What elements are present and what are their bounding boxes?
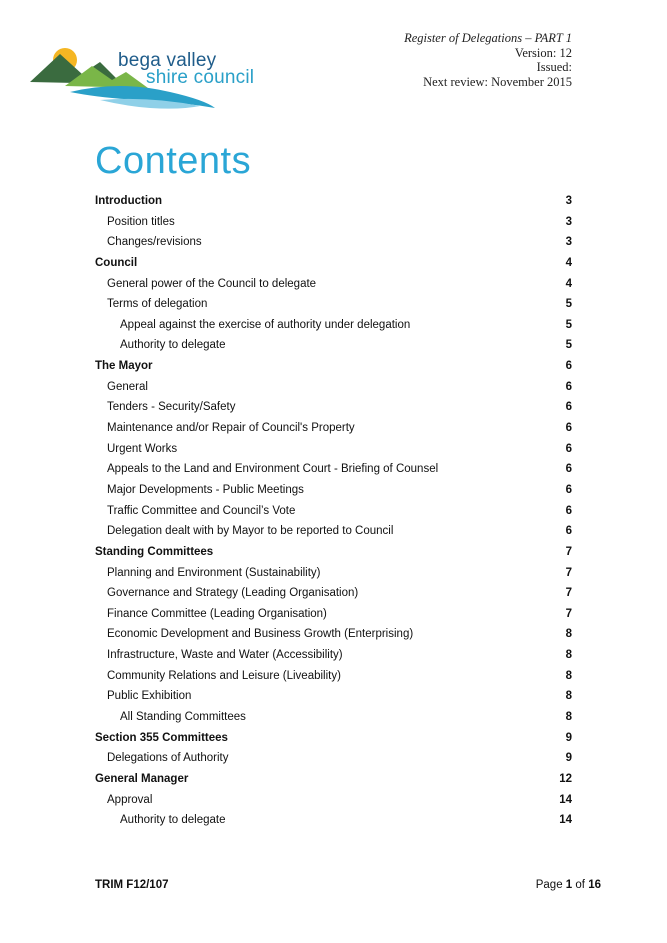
toc-entry[interactable]	[95, 748, 572, 769]
toc-entry-page: 6	[565, 380, 572, 393]
toc-entry[interactable]	[95, 212, 572, 233]
toc-entry-title: Position titles	[107, 215, 175, 228]
toc-entry-title: Infrastructure, Waste and Water (Accessibility)	[107, 649, 343, 662]
doc-version: Version: 12	[514, 45, 572, 60]
toc-entry-page: 3	[565, 236, 572, 249]
toc-entry[interactable]	[95, 232, 572, 253]
toc-entry-page: 6	[565, 525, 572, 538]
toc-entry-title: Approval	[107, 793, 153, 806]
toc-entry[interactable]	[95, 521, 572, 542]
toc-entry-page: 4	[565, 256, 572, 269]
toc-entry-title: Planning and Environment (Sustainability)	[107, 566, 321, 579]
toc-entry-title: The Mayor	[95, 360, 153, 373]
toc-entry-title: Public Exhibition	[107, 690, 192, 703]
toc-entry[interactable]	[95, 604, 572, 625]
toc-entry-page: 3	[565, 195, 572, 207]
toc-entry-title: Introduction	[95, 195, 163, 207]
toc-entry[interactable]	[95, 294, 572, 315]
contents-heading: Contents	[95, 140, 252, 182]
toc-entry-title: Major Developments - Public Meetings	[107, 483, 304, 496]
footer-page-current: 1	[565, 879, 573, 891]
toc-entry-page: 14	[559, 793, 572, 806]
toc-entry[interactable]	[95, 377, 572, 398]
toc-entry-title: Tenders - Security/Safety	[107, 401, 236, 414]
toc-entry-title: Delegations of Authority	[107, 752, 229, 765]
toc-entry-page: 8	[565, 669, 572, 682]
toc-entry-title: All Standing Committees	[120, 711, 246, 724]
toc-entry[interactable]	[95, 274, 572, 295]
toc-entry-page: 4	[565, 277, 572, 290]
toc-entry-title: Authority to delegate	[120, 814, 226, 827]
toc-entry-title: Appeals to the Land and Environment Court - Briefing of Counsel	[107, 463, 439, 476]
document-header	[404, 31, 572, 89]
toc-entry-title: Urgent Works	[107, 442, 178, 455]
toc-entry[interactable]	[95, 810, 572, 831]
toc-entry-page: 5	[565, 339, 572, 352]
toc-entry[interactable]	[95, 335, 572, 356]
toc-entry[interactable]	[95, 315, 572, 336]
footer-page-total: 16	[588, 879, 601, 891]
toc-entry[interactable]	[95, 439, 572, 460]
toc-entry[interactable]	[95, 769, 572, 790]
toc-entry-title: Authority to delegate	[120, 339, 226, 352]
toc-entry-page: 6	[565, 442, 572, 455]
toc-entry-page: 8	[565, 628, 572, 641]
toc-entry[interactable]	[95, 728, 572, 749]
toc-entry-title: General power of the Council to delegate	[107, 277, 317, 290]
doc-issued: Issued:	[536, 60, 572, 74]
toc-entry[interactable]	[95, 253, 572, 274]
toc-entry[interactable]	[95, 790, 572, 811]
toc-entry-title: Appeal against the exercise of authority under delegation	[120, 318, 411, 331]
logo-line-1: bega valley	[118, 50, 217, 71]
toc-entry-page: 6	[565, 483, 572, 496]
toc-entry-page: 5	[565, 318, 572, 331]
toc-entry-title: Traffic Committee and Council’s Vote	[107, 504, 296, 517]
toc-entry[interactable]	[95, 666, 572, 687]
table-of-contents	[95, 191, 572, 831]
toc-entry-title: Section 355 Committees	[95, 731, 228, 744]
toc-entry-title: General Manager	[95, 772, 189, 785]
toc-entry[interactable]	[95, 501, 572, 522]
toc-entry-page: 7	[565, 587, 572, 600]
toc-entry-page: 12	[559, 772, 572, 785]
toc-entry-title: Governance and Strategy (Leading Organisation)	[107, 587, 359, 600]
toc-entry-title: Delegation dealt with by Mayor to be reported to Council	[107, 525, 394, 538]
toc-entry-title: Community Relations and Leisure (Liveability)	[107, 669, 341, 682]
toc-entry-title: Economic Development and Business Growth (Enterprising)	[107, 628, 414, 641]
toc-entry-page: 14	[559, 814, 572, 827]
toc-entry-title: Terms of delegation	[107, 298, 208, 311]
toc-entry-page: 8	[565, 649, 572, 662]
toc-entry-page: 8	[565, 690, 572, 703]
toc-entry-page: 6	[565, 401, 572, 414]
toc-entry-title: Changes/revisions	[107, 236, 202, 249]
toc-entry-title: Council	[95, 256, 138, 269]
toc-entry[interactable]	[95, 624, 572, 645]
toc-entry-title: General	[107, 380, 148, 393]
toc-entry[interactable]	[95, 397, 572, 418]
toc-entry[interactable]	[95, 583, 572, 604]
toc-entry[interactable]	[95, 563, 572, 584]
toc-entry[interactable]	[95, 542, 572, 563]
toc-entry[interactable]	[95, 480, 572, 501]
toc-entry[interactable]	[95, 707, 572, 728]
logo-wordmark	[118, 52, 254, 86]
logo-line-2: shire council	[146, 67, 255, 88]
doc-title: Register of Delegations – PART 1	[404, 31, 572, 45]
toc-entry[interactable]	[95, 459, 572, 480]
toc-entry-page: 6	[565, 422, 572, 435]
toc-entry-page: 3	[565, 215, 572, 228]
toc-entry[interactable]	[95, 356, 572, 377]
toc-entry-title: Standing Committees	[95, 545, 214, 558]
footer-page-number	[536, 879, 601, 891]
toc-entry[interactable]	[95, 418, 572, 439]
toc-entry-page: 8	[565, 711, 572, 724]
toc-entry[interactable]	[95, 645, 572, 666]
toc-entry-page: 6	[565, 360, 572, 373]
footer-page-of: of	[575, 879, 585, 891]
footer-trim-ref: TRIM F12/107	[95, 879, 169, 891]
toc-entry[interactable]	[95, 191, 572, 212]
toc-entry-page: 7	[565, 607, 572, 620]
toc-entry-page: 7	[565, 545, 572, 558]
footer-page-label: Page	[535, 879, 563, 891]
toc-entry-page: 6	[565, 504, 572, 517]
toc-entry-page: 9	[565, 731, 572, 744]
toc-entry[interactable]	[95, 686, 572, 707]
doc-next-review: Next review: November 2015	[423, 74, 572, 89]
toc-entry-title: Finance Committee (Leading Organisation)	[107, 607, 327, 620]
toc-entry-page: 5	[565, 298, 572, 311]
toc-entry-page: 9	[565, 752, 572, 765]
toc-entry-title: Maintenance and/or Repair of Council's Property	[107, 422, 355, 435]
toc-entry-page: 6	[565, 463, 572, 476]
toc-entry-page: 7	[565, 566, 572, 579]
